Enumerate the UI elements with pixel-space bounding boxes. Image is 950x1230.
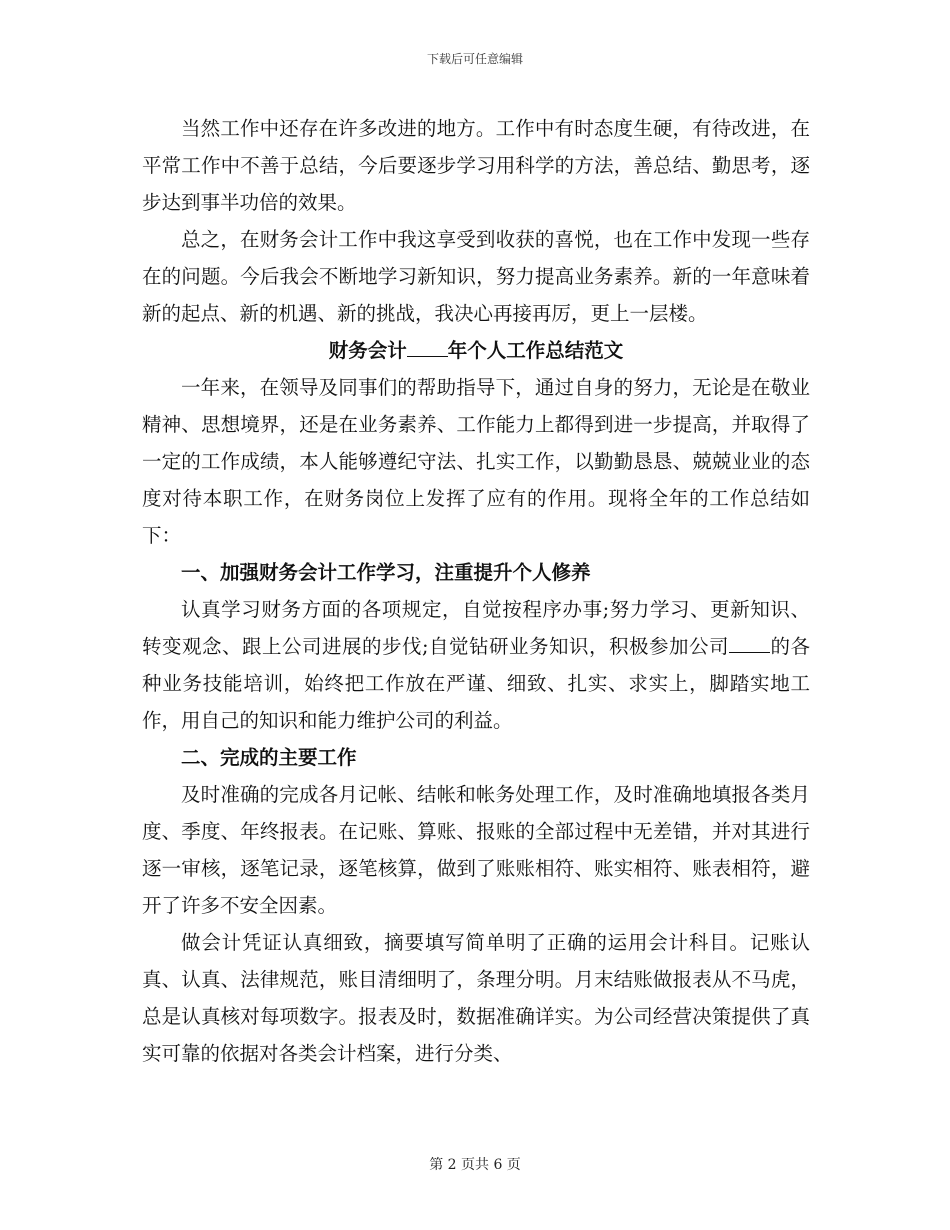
paragraph-conclusion: 总之，在财务会计工作中我这享受到收获的喜悦，也在工作中发现一些存在的问题。今后我会不断地学习新知识，努力提高业务素养。新的一年意味着新的起点、新的机遇、新的挑战，我决心再接再厉，更上一层楼。 <box>142 228 810 325</box>
paragraph-study-part2: 的各种业务技能培训，始终把工作放在严谨、细致、扎实、求实上，脚踏实地工作，用自己的知识和能力维护公司的利益。 <box>142 635 810 732</box>
title-blank-line <box>407 338 448 357</box>
page-footer: 第 2 页共 6 页 <box>429 1157 521 1173</box>
heading-main-work: 二、完成的主要工作 <box>181 746 357 769</box>
document-body <box>142 110 810 1072</box>
paragraph-improvement: 当然工作中还存在许多改进的地方。工作中有时态度生硬，有待改进，在平常工作中不善于总结，今后要逐步学习用科学的方法，善总结、勤思考，逐步达到事半功倍的效果。 <box>142 117 810 214</box>
heading-study: 一、加强财务会计工作学习，注重提升个人修养 <box>181 561 591 584</box>
title-prefix: 财务会计 <box>328 339 407 362</box>
company-blank-line <box>729 634 770 653</box>
paragraph-intro: 一年来，在领导及同事们的帮助指导下，通过自身的努力，无论是在敬业精神、思想境界，还是在业务素养、工作能力上都得到进一步提高，并取得了一定的工作成绩，本人能够遵纪守法、扎实工作，以勤勤恳恳、兢兢业业的态度对待本职工作，在财务岗位上发挥了应有的作用。现将全年的工作总结如下： <box>142 376 810 547</box>
paragraph-study-part1: 认真学习财务方面的各项规定，自觉按程序办事;努力学习、更新知识、转变观念、跟上公司进展的步伐;自觉钻研业务知识，积极参加公司 <box>142 598 810 658</box>
page-header: 下载后可任意编辑 <box>426 52 523 66</box>
title-suffix: 年个人工作总结范文 <box>447 339 624 362</box>
paragraph-vouchers: 做会计凭证认真细致，摘要填写简单明了正确的运用会计科目。记账认真、认真、法律规范，账目清细明了，条理分明。月末结账做报表从不马虎，总是认真核对每项数字。报表及时，数据准确详实。为公司经营决策提供了真实可靠的依据对各类会计档案，进行分类、 <box>142 931 810 1065</box>
paragraph-bookkeeping: 及时准确的完成各月记帐、结帐和帐务处理工作，及时准确地填报各类月度、季度、年终报表。在记账、算账、报账的全部过程中无差错，并对其进行逐一审核，逐笔记录，逐笔核算，做到了账账相符、账实相符、账表相符，避开了许多不安全因素。 <box>142 783 810 917</box>
section-title <box>142 332 810 369</box>
paragraph-study <box>142 591 810 739</box>
